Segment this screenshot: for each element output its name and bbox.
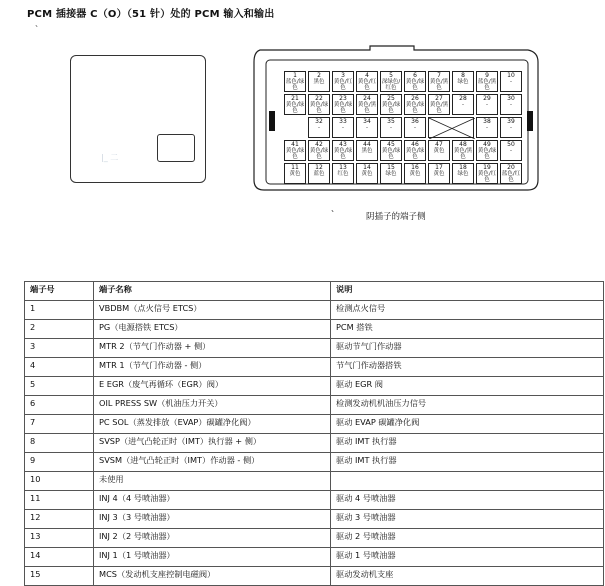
cell-terminal-no: 9 <box>25 453 94 472</box>
stray-mark: 、 <box>331 204 339 213</box>
pin-39: 39 - <box>500 117 522 138</box>
pin-2: 2 黑色 <box>308 71 330 92</box>
pin-9: 9 蓝色/黑色 <box>477 72 497 91</box>
header-terminal-no: 端子号 <box>25 282 94 301</box>
cell-terminal-no: 2 <box>25 320 94 339</box>
pin-38: 38 - <box>476 117 498 138</box>
cell-terminal-no: 7 <box>25 415 94 434</box>
pin-11: 11 黄色 <box>284 163 306 184</box>
pin-14: 14 黄色 <box>356 163 378 184</box>
pin-10: 10 - <box>500 71 522 92</box>
pin-32: 32 - <box>308 117 330 138</box>
cell-terminal-name: MTR 1（节气门作动器 - 侧） <box>94 358 331 377</box>
table-row <box>25 453 604 472</box>
cell-terminal-name: 未使用 <box>94 472 331 491</box>
cell-terminal-no: 3 <box>25 339 94 358</box>
left-latch <box>269 111 275 131</box>
cell-description: 节气门作动器搭铁 <box>331 358 604 377</box>
table-header-row <box>25 282 604 301</box>
table-row <box>25 434 604 453</box>
pin-43: 43 黄色/绿色 <box>333 141 353 160</box>
pin-30: 30 - <box>500 94 522 115</box>
table-row <box>25 415 604 434</box>
table-row <box>25 472 604 491</box>
faint-text: |_ 二 <box>101 153 119 162</box>
pin-22: 22 黄色/绿色 <box>309 95 329 114</box>
pin-3: 3 黄色/红色 <box>333 72 353 91</box>
table-row <box>25 339 604 358</box>
cell-terminal-no: 11 <box>25 491 94 510</box>
page-title: PCM 插接器 C（O）（51 针）处的 PCM 输入和输出 <box>27 9 275 20</box>
cell-terminal-no: 10 <box>25 472 94 491</box>
pin-1: 1 蓝色/绿色 <box>285 72 305 91</box>
cell-terminal-name: INJ 1（1 号喷油器） <box>94 548 331 567</box>
cell-description: 检测点火信号 <box>331 301 604 320</box>
cell-terminal-no: 14 <box>25 548 94 567</box>
pin-24: 24 黄色/黑色 <box>357 95 377 114</box>
cell-description: 驱动 IMT 执行器 <box>331 434 604 453</box>
connector-pin-grid <box>283 70 524 185</box>
cell-terminal-name: MCS（发动机支座控制电磁阀） <box>94 567 331 586</box>
cell-terminal-no: 13 <box>25 529 94 548</box>
pin-19: 19 黄色/红色 <box>477 164 497 183</box>
pin-47: 47 黄色 <box>428 140 450 161</box>
header-description: 说明 <box>331 282 604 301</box>
connector-caption: 阴插子的端子侧 <box>366 212 426 222</box>
cell-terminal-no: 8 <box>25 434 94 453</box>
header-terminal-name: 端子名称 <box>94 282 331 301</box>
blocked-cavity <box>428 117 474 138</box>
right-latch <box>527 111 533 131</box>
cell-terminal-name: INJ 4（4 号喷油器） <box>94 491 331 510</box>
cell-terminal-no: 6 <box>25 396 94 415</box>
table-row <box>25 396 604 415</box>
cell-description: 驱动 1 号喷油器 <box>331 548 604 567</box>
pin-16: 16 黄色 <box>404 163 426 184</box>
cell-terminal-no: 1 <box>25 301 94 320</box>
pin-13: 13 红色 <box>332 163 354 184</box>
pin-27: 27 黄色/黑色 <box>429 95 449 114</box>
pin-5: 5 深绿色/红色 <box>381 72 401 91</box>
pin-46: 46 黄色/绿色 <box>405 141 425 160</box>
cell-terminal-name: MTR 2（节气门作动器 + 侧） <box>94 339 331 358</box>
pin-15: 15 绿色 <box>380 163 402 184</box>
pin-41: 41 黄色/绿色 <box>285 141 305 160</box>
cell-description: 驱动节气门作动器 <box>331 339 604 358</box>
cell-description: 驱动 3 号喷油器 <box>331 510 604 529</box>
pin-23: 23 黄色/绿色 <box>333 95 353 114</box>
cell-description: 驱动 4 号喷油器 <box>331 491 604 510</box>
header-mark: 、 <box>35 19 43 28</box>
pin-20: 20 蓝色/红色 <box>501 164 521 183</box>
cell-terminal-no: 12 <box>25 510 94 529</box>
pin-12: 12 蓝色 <box>308 163 330 184</box>
cell-terminal-name: E EGR（废气再循环（EGR）阀） <box>94 377 331 396</box>
pin-6: 6 黄色/绿色 <box>405 72 425 91</box>
pin-29: 29 - <box>476 94 498 115</box>
table-row <box>25 301 604 320</box>
pin-21: 21 黄色/绿色 <box>285 95 305 114</box>
pin-4: 4 黄色/红色 <box>357 72 377 91</box>
cell-description: 驱动发动机支座 <box>331 567 604 586</box>
cell-terminal-name: SVSM（进气凸轮正时（IMT）作动器 - 侧） <box>94 453 331 472</box>
cell-terminal-name: INJ 3（3 号喷油器） <box>94 510 331 529</box>
cell-terminal-name: VBDBM（点火信号 ETCS） <box>94 301 331 320</box>
pin-45: 45 黄色/绿色 <box>381 141 401 160</box>
cell-terminal-no: 5 <box>25 377 94 396</box>
table-row <box>25 510 604 529</box>
cell-description <box>331 472 604 491</box>
pin-44: 44 黑色 <box>356 140 378 161</box>
pin-table <box>24 281 604 586</box>
cell-terminal-name: PG（电源搭铁 ETCS） <box>94 320 331 339</box>
cell-terminal-no: 4 <box>25 358 94 377</box>
cell-description: 驱动 IMT 执行器 <box>331 453 604 472</box>
table-row <box>25 548 604 567</box>
pin-33: 33 - <box>332 117 354 138</box>
pin-7: 7 黄色/黑色 <box>429 72 449 91</box>
cell-description: 检测发动机机油压力信号 <box>331 396 604 415</box>
pin-18: 18 绿色 <box>452 163 474 184</box>
cell-terminal-no: 15 <box>25 567 94 586</box>
pin-26: 26 黄色/绿色 <box>405 95 425 114</box>
pin-48: 48 黄色/黑色 <box>453 141 473 160</box>
cell-description: 驱动 2 号喷油器 <box>331 529 604 548</box>
pin-34: 34 - <box>356 117 378 138</box>
pin-25: 25 黄色/绿色 <box>381 95 401 114</box>
pin-50: 50 - <box>500 140 522 161</box>
cell-description: 驱动 EGR 阀 <box>331 377 604 396</box>
pin-36: 36 - <box>404 117 426 138</box>
cell-terminal-name: OIL PRESS SW（机油压力开关） <box>94 396 331 415</box>
pin-empty <box>284 117 306 138</box>
cell-terminal-name: INJ 2（2 号喷油器） <box>94 529 331 548</box>
table-row <box>25 358 604 377</box>
pin-8: 8 绿色 <box>452 71 474 92</box>
pin-17: 17 黄色 <box>428 163 450 184</box>
cell-description: PCM 搭铁 <box>331 320 604 339</box>
table-row <box>25 567 604 586</box>
cell-terminal-name: SVSP（进气凸轮正时（IMT）执行器 + 侧） <box>94 434 331 453</box>
cell-terminal-name: PC SOL（蒸发排放（EVAP）碳罐净化阀） <box>94 415 331 434</box>
table-row <box>25 491 604 510</box>
pin-49: 49 黄色/绿色 <box>477 141 497 160</box>
table-row <box>25 377 604 396</box>
pin-28: 28 - <box>452 94 474 115</box>
pin-42: 42 黄色/绿色 <box>309 141 329 160</box>
table-row <box>25 320 604 339</box>
cell-description: 驱动 EVAP 碳罐净化阀 <box>331 415 604 434</box>
table-row <box>25 529 604 548</box>
pin-35: 35 - <box>380 117 402 138</box>
